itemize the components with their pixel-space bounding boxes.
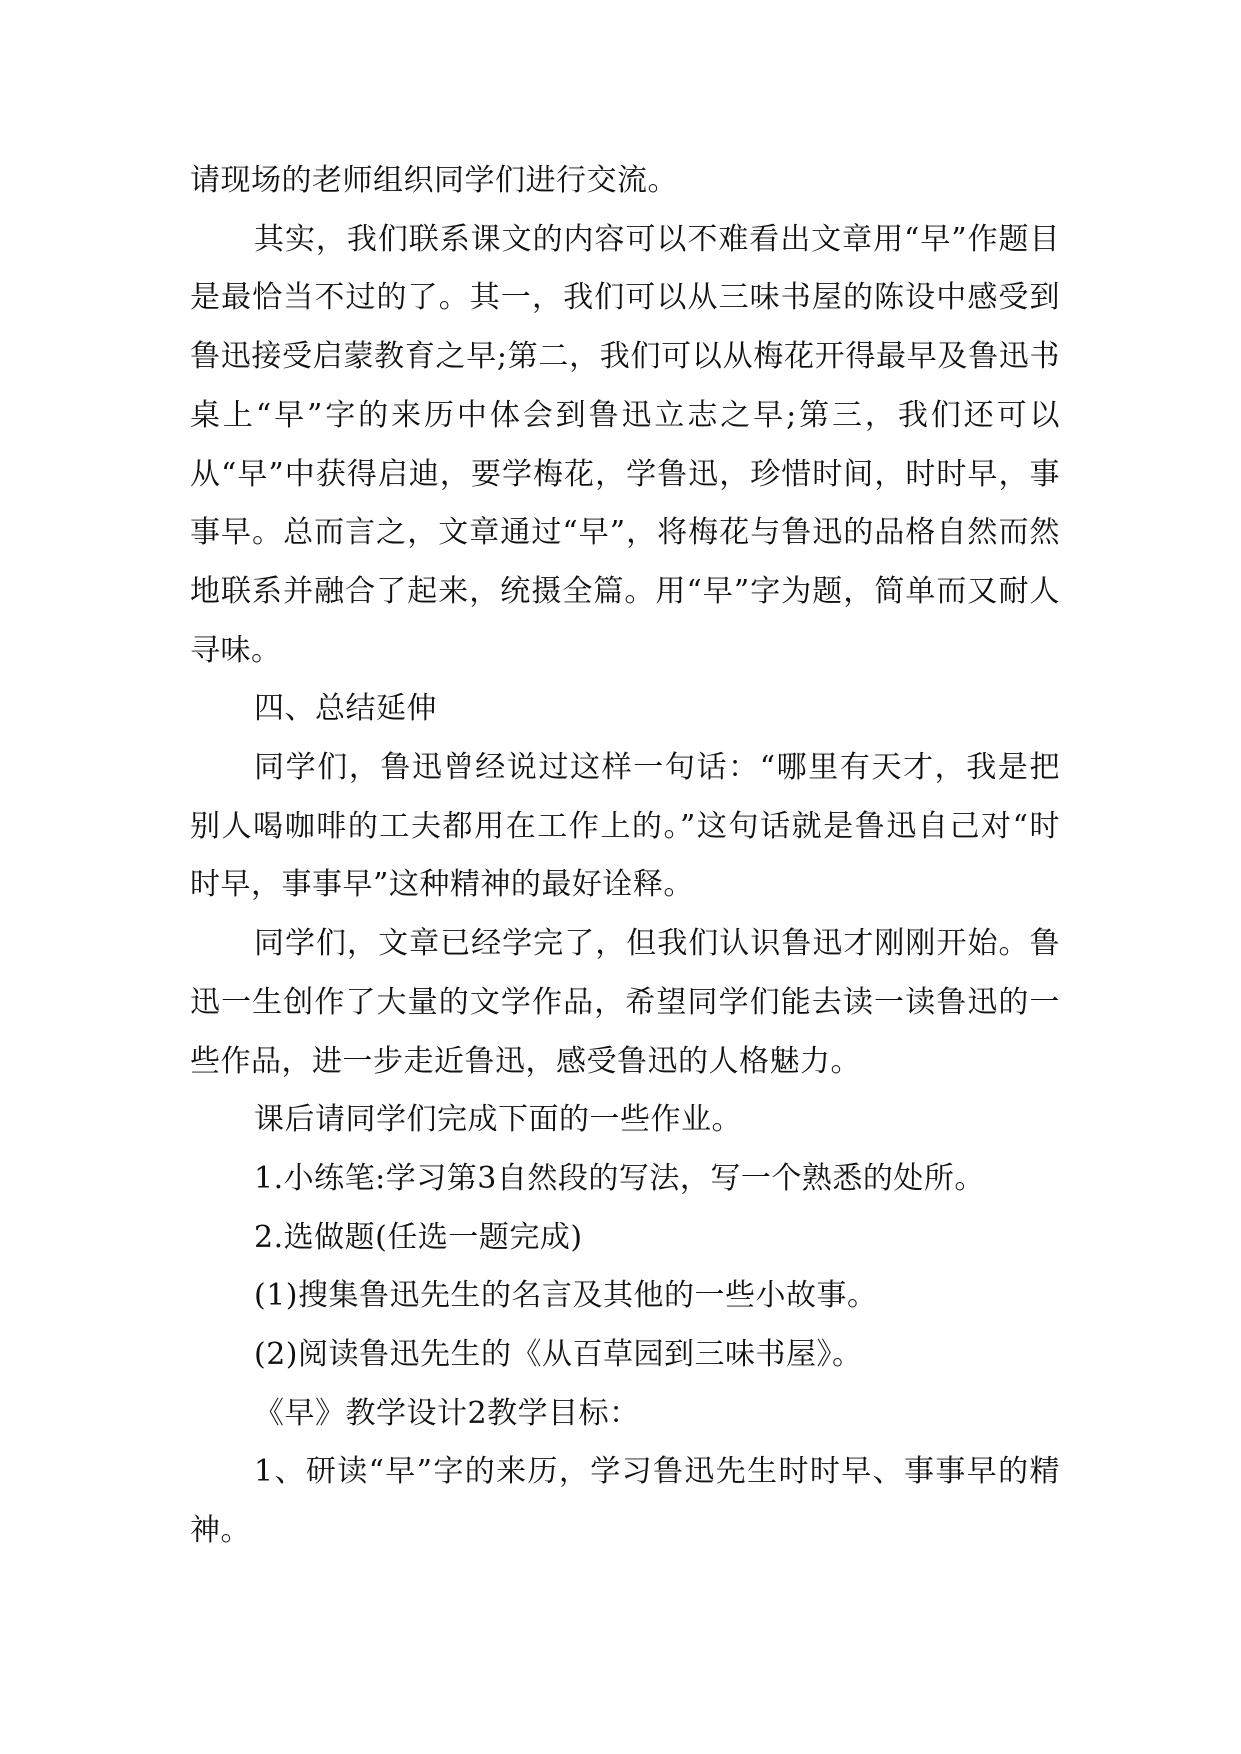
paragraph-discussion: 请现场的老师组织同学们进行交流。 (190, 163, 678, 198)
section-heading-summary: 四、总结延伸 (254, 691, 437, 727)
paragraph-homework-intro: 课后请同学们完成下面的一些作业。 (254, 1102, 742, 1138)
homework-item-1: 1.小练笔:学习第3自然段的写法，写一个熟悉的处所。 (254, 1160, 985, 1196)
homework-option-1: (1)搜集鲁迅先生的名言及其他的一些小故事。 (254, 1278, 878, 1314)
homework-option-2: (2)阅读鲁迅先生的《从百草园到三味书屋》。 (254, 1337, 863, 1373)
lesson-design-heading: 《早》教学设计2教学目标： (254, 1395, 640, 1431)
paragraph-title-analysis: 其实，我们联系课文的内容可以不难看出文章用“早”作题目是最恰当不过的了。其一，我们可以从三味书屋的陈设中感受到鲁迅接受启蒙教育之早;第二，我们可以从梅花开得最早及鲁迅书桌上“早”字的来历中体会到鲁迅立志之早;第三，我们还可以从“早”中获得启迪，要学梅花，学鲁迅，珍惜时间，时时早，事事早。总而言之，文章通过“早”，将梅花与鲁迅的品格自然而然地联系并融合了起来，统摄全篇。用“早”字为题，简单而又耐人寻味。 (190, 221, 1060, 668)
paragraph-further-reading: 同学们，文章已经学完了，但我们认识鲁迅才刚刚开始。鲁迅一生创作了大量的文学作品，希望同学们能去读一读鲁迅的一些作品，进一步走近鲁迅，感受鲁迅的人格魅力。 (190, 926, 1060, 1079)
teaching-objective-1: 1、研读“早”字的来历，学习鲁迅先生时时早、事事早的精神。 (190, 1454, 1060, 1549)
paragraph-lu-xun-quote: 同学们，鲁迅曾经说过这样一句话：“哪里有天才，我是把别人喝咖啡的工夫都用在工作上的。”这句话就是鲁迅自己对“时时早，事事早”这种精神的最好诠释。 (190, 750, 1060, 903)
homework-item-2: 2.选做题(任选一题完成) (254, 1219, 583, 1255)
document-page (190, 152, 1060, 1561)
